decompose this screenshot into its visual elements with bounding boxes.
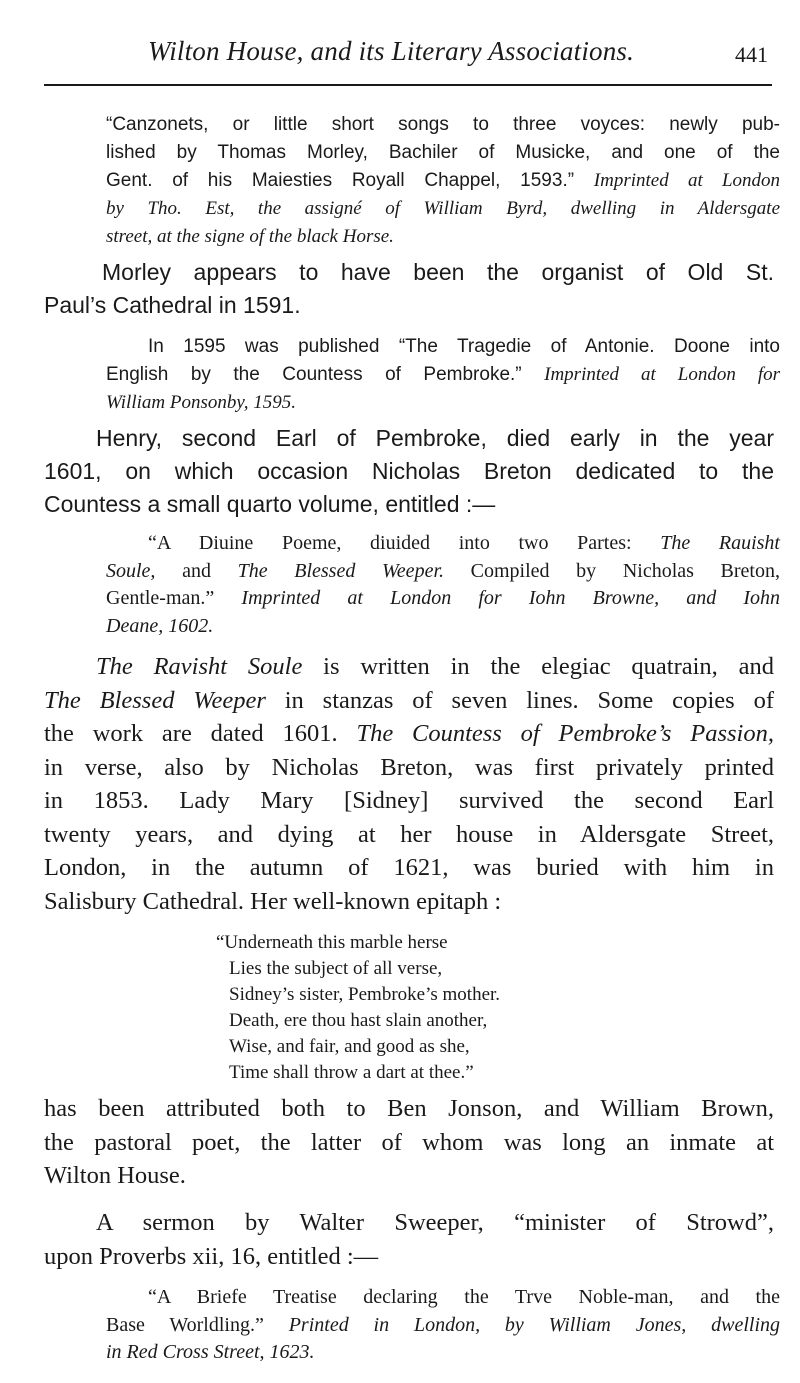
text-run: is written in the elegiac quatrain, and xyxy=(302,653,775,680)
italic-run: in Red Cross Street, 1623. xyxy=(106,1341,315,1363)
poem-line: Wise, and fair, and good as she, xyxy=(229,1036,470,1057)
paragraph-ravisht-soule xyxy=(44,650,774,918)
text-line xyxy=(106,333,780,361)
poem-line: Time shall throw a dart at thee.” xyxy=(229,1062,474,1083)
text-line xyxy=(44,1206,774,1240)
text-line xyxy=(106,1339,780,1367)
text-line xyxy=(106,1312,780,1340)
page-number: 441 xyxy=(735,42,768,67)
text-run: Salisbury Cathedral. Her well-known epitaph : xyxy=(44,887,502,915)
italic-run: Imprinted at London for xyxy=(544,364,780,385)
text-line xyxy=(106,1284,780,1312)
text-run: Gent. of his Maiesties Royall Chappel, 1593.” xyxy=(106,170,594,191)
paragraph-sermon xyxy=(44,1206,774,1273)
italic-run: Imprinted at London for Iohn Browne, and Iohn xyxy=(241,587,781,609)
italic-run: Imprinted at London xyxy=(593,170,781,191)
epitaph-poem xyxy=(216,930,636,1086)
quote-diuine-poeme xyxy=(106,530,780,640)
text-run: “Canzonets, or little short songs to three voyces: newly pub- xyxy=(106,114,780,135)
poem-line: Lies the subject of all verse, xyxy=(229,958,443,979)
text-run: Compiled by Nicholas Breton, xyxy=(444,559,780,582)
paragraph-henry xyxy=(44,422,774,521)
text-run: Countess a small quarto volume, entitled :— xyxy=(44,491,496,517)
text-run: has been attributed both to Ben Jonson, and William Brown, xyxy=(44,1095,774,1122)
text-line xyxy=(44,1240,774,1274)
text-line xyxy=(44,455,774,488)
text-line xyxy=(44,751,774,785)
poem-line: Sidney’s sister, Pembroke’s mother. xyxy=(229,984,501,1005)
text-run: in stanzas of seven lines. Some copies of xyxy=(265,686,774,714)
text-line xyxy=(44,289,774,322)
text-line xyxy=(106,389,780,417)
italic-run: The Blessed Weeper. xyxy=(237,559,445,582)
text-run: Paul’s Cathedral in 1591. xyxy=(44,292,301,318)
text-line xyxy=(44,851,774,885)
text-line xyxy=(44,1159,774,1193)
text-line xyxy=(106,139,780,167)
quote-antonie xyxy=(106,333,780,417)
italic-run: The Blessed Weeper xyxy=(44,686,266,714)
header-rule xyxy=(44,84,772,86)
quote-canzonets xyxy=(106,111,780,251)
text-run: Wilton House. xyxy=(44,1162,186,1189)
text-run: Morley appears to have been the organist of Old St. xyxy=(102,259,774,285)
running-title: Wilton House, and its Literary Associations. xyxy=(148,36,635,66)
text-line xyxy=(44,784,774,818)
paragraph-attribution xyxy=(44,1092,774,1193)
text-run: the pastoral poet, the latter of whom was long an inmate at xyxy=(44,1128,774,1156)
text-line xyxy=(106,195,780,223)
text-run: 1601, on which occasion Nicholas Breton dedicated to the xyxy=(44,458,774,484)
italic-run: William Ponsonby, 1595. xyxy=(106,392,296,413)
text-line xyxy=(44,885,774,919)
text-run: the work are dated 1601. xyxy=(44,720,357,747)
text-line xyxy=(106,111,780,139)
text-line xyxy=(106,558,780,586)
italic-run: Soule, xyxy=(106,559,156,582)
text-run: “A Diuine Poeme, diuided into two Partes: xyxy=(148,532,661,554)
poem-line: “Underneath this marble herse xyxy=(216,932,448,953)
text-line xyxy=(44,650,774,684)
italic-run: by Tho. Est, the assigné of William Byrd, dwelling in Aldersgate xyxy=(106,198,780,219)
text-run: lished by Thomas Morley, Bachiler of Musicke, and one of the xyxy=(106,142,780,163)
italic-run: Deane, 1602. xyxy=(106,614,214,637)
text-line xyxy=(44,422,774,455)
text-line xyxy=(106,167,780,195)
text-line xyxy=(106,361,780,389)
italic-run: street, at the signe of the black Horse. xyxy=(106,226,394,247)
text-line xyxy=(44,1126,774,1160)
italic-run: The Countess of Pembroke’s Passion, xyxy=(356,720,774,747)
text-run: Henry, second Earl of Pembroke, died early in the year xyxy=(96,425,774,451)
text-run: twenty years, and dying at her house in Aldersgate Street, xyxy=(44,820,774,848)
italic-run: The Rauisht xyxy=(660,532,780,554)
text-line xyxy=(106,530,780,558)
text-line xyxy=(44,818,774,852)
text-line xyxy=(106,585,780,613)
text-line xyxy=(44,717,774,751)
poem-line: Death, ere thou hast slain another, xyxy=(229,1010,488,1031)
paragraph-morley xyxy=(44,256,774,322)
text-run: A sermon by Walter Sweeper, “minister of Strowd”, xyxy=(96,1209,774,1236)
text-run: in verse, also by Nicholas Breton, was first privately printed xyxy=(44,753,774,781)
running-head xyxy=(148,34,768,70)
text-run: Base Worldling.” xyxy=(106,1313,289,1336)
text-line xyxy=(44,256,774,289)
text-run: “A Briefe Treatise declaring the Trve Noble-man, and the xyxy=(148,1286,780,1308)
text-run: and xyxy=(155,559,238,582)
text-run: English by the Countess of Pembroke.” xyxy=(106,364,545,385)
text-run: In 1595 was published “The Tragedie of Antonie. Doone into xyxy=(148,336,780,357)
text-line xyxy=(44,1092,774,1126)
text-line xyxy=(44,488,774,521)
quote-briefe-treatise xyxy=(106,1284,780,1367)
text-run: upon Proverbs xii, 16, entitled :— xyxy=(44,1242,379,1270)
text-line xyxy=(106,613,780,641)
text-run: London, in the autumn of 1621, was buried with him in xyxy=(44,854,774,881)
text-line xyxy=(44,684,774,718)
italic-run: The Ravisht Soule xyxy=(96,653,303,680)
text-run: in 1853. Lady Mary [Sidney] survived the second Earl xyxy=(44,787,774,814)
text-run: Gentle-man.” xyxy=(106,587,242,609)
italic-run: Printed in London, by William Jones, dwelling xyxy=(288,1313,780,1336)
text-line xyxy=(106,223,780,251)
